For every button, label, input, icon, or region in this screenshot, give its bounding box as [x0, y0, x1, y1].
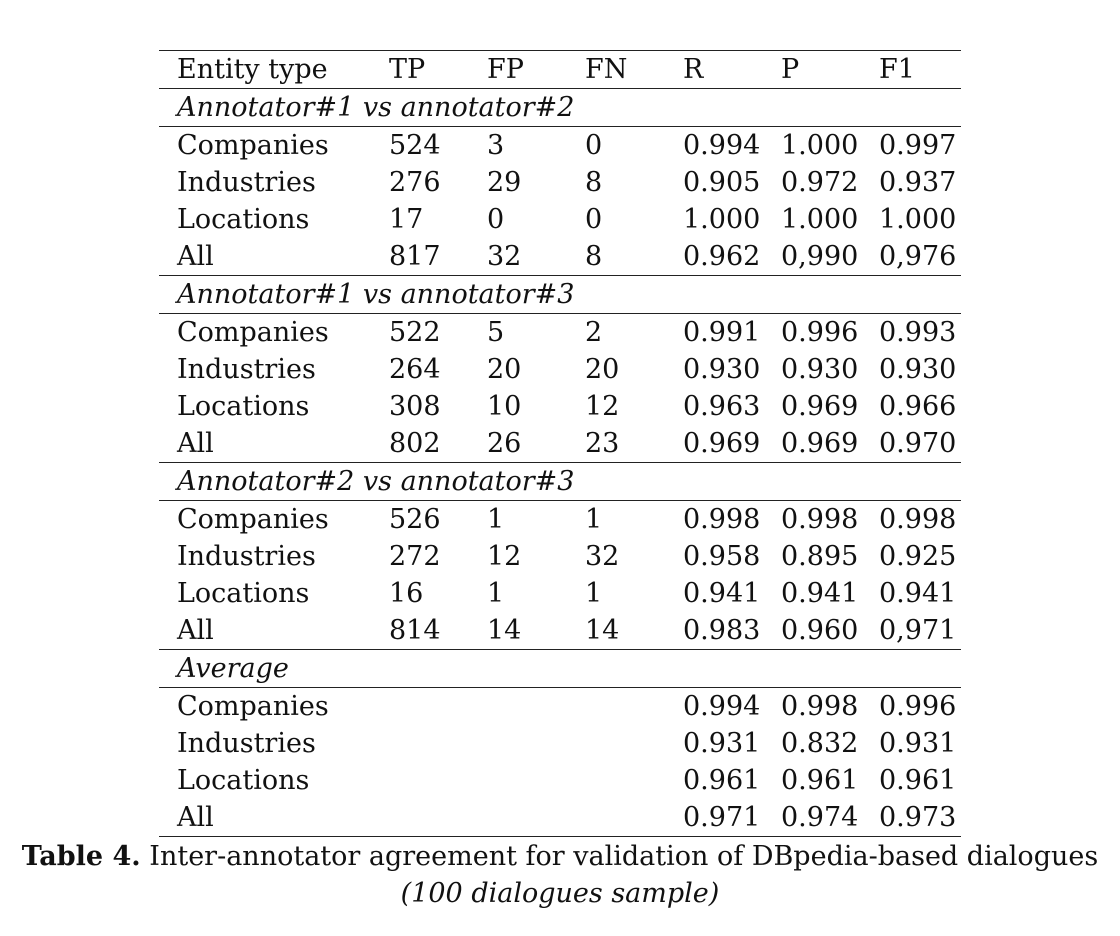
cell-fn: 32 — [585, 541, 620, 572]
cell-f1: 0.931 — [879, 728, 957, 759]
header-precision: P — [781, 54, 800, 85]
cell-fn — [567, 799, 665, 837]
header-tp: TP — [389, 54, 426, 85]
group-title: Annotator#2 vs annotator#3 — [159, 463, 961, 501]
cell-tp: 802 — [389, 428, 441, 459]
results-table-container — [159, 50, 961, 837]
header-row — [159, 51, 961, 89]
cell-precision: 0.961 — [781, 765, 859, 796]
cell-fn: 0 — [585, 204, 603, 235]
header-f1: F1 — [879, 54, 915, 85]
cell-fp: 0 — [487, 204, 505, 235]
cell-tp: 814 — [389, 615, 441, 646]
table-row — [159, 351, 961, 388]
table-row — [159, 127, 961, 165]
cell-precision: 0.974 — [763, 799, 861, 837]
cell-fp: 14 — [487, 615, 522, 646]
inter-annotator-agreement-table — [159, 50, 961, 837]
group-title: Average — [159, 650, 961, 688]
cell-precision: 0.969 — [781, 391, 859, 422]
cell-precision: 0.960 — [781, 615, 859, 646]
cell-f1: 0.966 — [879, 391, 957, 422]
cell-entity-type: Industries — [177, 728, 316, 759]
group-header-row — [159, 89, 961, 127]
cell-entity-type: Companies — [177, 504, 329, 535]
cell-fp: 20 — [487, 354, 522, 385]
cell-precision: 0.998 — [781, 504, 859, 535]
table-row — [159, 425, 961, 463]
cell-tp: 308 — [389, 391, 441, 422]
cell-recall: 1.000 — [683, 204, 761, 235]
cell-f1: 0.996 — [879, 691, 957, 722]
cell-entity-type: Industries — [177, 167, 316, 198]
cell-recall: 0.994 — [683, 130, 761, 161]
cell-tp: 16 — [389, 578, 424, 609]
table-row — [159, 201, 961, 238]
table-row — [159, 762, 961, 799]
cell-entity-type: All — [177, 615, 214, 646]
cell-entity-type: Industries — [177, 541, 316, 572]
cell-tp — [371, 799, 469, 837]
header-recall: R — [683, 54, 704, 85]
cell-precision: 0,990 — [781, 241, 859, 272]
cell-f1: 0.993 — [879, 317, 957, 348]
cell-fp — [469, 725, 567, 762]
group-title: Annotator#1 vs annotator#3 — [159, 276, 961, 314]
cell-f1: 0.941 — [879, 578, 957, 609]
cell-fp: 10 — [487, 391, 522, 422]
cell-fp — [469, 799, 567, 837]
cell-fp: 3 — [487, 130, 505, 161]
group-header-row — [159, 463, 961, 501]
cell-fn: 12 — [585, 391, 620, 422]
cell-f1: 0,971 — [879, 615, 957, 646]
table-row — [159, 314, 961, 352]
cell-entity-type: Locations — [177, 391, 310, 422]
cell-fp: 12 — [487, 541, 522, 572]
cell-fn: 0 — [585, 130, 603, 161]
cell-recall: 0.905 — [683, 167, 761, 198]
cell-fp: 5 — [487, 317, 505, 348]
cell-precision: 0.998 — [781, 691, 859, 722]
cell-entity-type: Companies — [177, 130, 329, 161]
caption-text: Inter-annotator agreement for validation of DBpedia-based dialogues — [149, 841, 1099, 872]
cell-tp: 276 — [389, 167, 441, 198]
table-row — [159, 799, 961, 837]
cell-recall: 0.991 — [683, 317, 761, 348]
cell-recall: 0.941 — [683, 578, 761, 609]
cell-recall: 0.971 — [665, 799, 763, 837]
cell-f1: 0.930 — [879, 354, 957, 385]
cell-tp — [371, 725, 469, 762]
cell-tp: 526 — [389, 504, 441, 535]
cell-tp — [371, 688, 469, 726]
caption-label: Table 4. — [21, 841, 141, 872]
caption-subtext: (100 dialogues sample) — [400, 878, 720, 909]
header-fn: FN — [585, 54, 628, 85]
cell-f1: 0.973 — [861, 799, 961, 837]
header-fp: FP — [487, 54, 524, 85]
cell-fn: 8 — [585, 167, 603, 198]
cell-fn — [567, 688, 665, 726]
caption-line — [0, 838, 1120, 875]
cell-tp: 522 — [389, 317, 441, 348]
cell-fn: 14 — [585, 615, 620, 646]
cell-tp: 817 — [389, 241, 441, 272]
cell-precision: 0.941 — [781, 578, 859, 609]
cell-recall: 0.962 — [683, 241, 761, 272]
cell-tp: 524 — [389, 130, 441, 161]
cell-f1: 0.998 — [879, 504, 957, 535]
cell-fp — [469, 762, 567, 799]
cell-tp: 17 — [389, 204, 424, 235]
table-row — [159, 388, 961, 425]
cell-fn: 20 — [585, 354, 620, 385]
cell-f1: 0.925 — [879, 541, 957, 572]
cell-fn: 8 — [585, 241, 603, 272]
cell-precision: 0.832 — [781, 728, 859, 759]
table-caption — [0, 838, 1120, 912]
cell-fn — [567, 725, 665, 762]
cell-tp: 264 — [389, 354, 441, 385]
cell-fn: 2 — [585, 317, 603, 348]
cell-tp: 272 — [389, 541, 441, 572]
table-row — [159, 575, 961, 612]
cell-f1: 0.937 — [879, 167, 957, 198]
cell-fn: 23 — [585, 428, 620, 459]
cell-fp: 29 — [487, 167, 522, 198]
cell-precision: 0.930 — [781, 354, 859, 385]
cell-recall: 0.930 — [683, 354, 761, 385]
group-header-row — [159, 276, 961, 314]
cell-entity-type: Industries — [177, 354, 316, 385]
cell-f1: 0,976 — [879, 241, 957, 272]
table-row — [159, 164, 961, 201]
cell-recall: 0.958 — [683, 541, 761, 572]
table-row — [159, 501, 961, 539]
cell-entity-type: All — [177, 428, 214, 459]
cell-f1: 0.970 — [879, 428, 957, 459]
cell-recall: 0.931 — [683, 728, 761, 759]
cell-fp: 1 — [487, 578, 505, 609]
table-row — [159, 538, 961, 575]
table-header — [159, 51, 961, 89]
cell-precision: 0.895 — [781, 541, 859, 572]
cell-entity-type: Locations — [177, 765, 310, 796]
cell-precision: 0.969 — [781, 428, 859, 459]
cell-recall: 0.983 — [683, 615, 761, 646]
cell-f1: 0.997 — [879, 130, 957, 161]
cell-entity-type: Locations — [177, 578, 310, 609]
table-row — [159, 725, 961, 762]
cell-f1: 0.961 — [879, 765, 957, 796]
cell-entity-type: Companies — [177, 317, 329, 348]
cell-fn: 1 — [585, 578, 603, 609]
cell-entity-type: Locations — [177, 204, 310, 235]
cell-f1: 1.000 — [879, 204, 957, 235]
group-header-row — [159, 650, 961, 688]
table-row — [159, 612, 961, 650]
table-row — [159, 688, 961, 726]
group-title: Annotator#1 vs annotator#2 — [159, 89, 961, 127]
cell-recall: 0.961 — [683, 765, 761, 796]
cell-precision: 0.972 — [781, 167, 859, 198]
header-entity-type: Entity type — [177, 54, 328, 85]
cell-fp — [469, 688, 567, 726]
cell-entity-type: Companies — [177, 691, 329, 722]
cell-precision: 1.000 — [781, 204, 859, 235]
table-row — [159, 238, 961, 276]
cell-fp: 32 — [487, 241, 522, 272]
cell-precision: 0.996 — [781, 317, 859, 348]
cell-precision: 1.000 — [781, 130, 859, 161]
table-body — [159, 89, 961, 837]
cell-entity-type: All — [177, 241, 214, 272]
cell-fp: 1 — [487, 504, 505, 535]
cell-fn: 1 — [585, 504, 603, 535]
cell-tp — [371, 762, 469, 799]
cell-fp: 26 — [487, 428, 522, 459]
cell-recall: 0.998 — [683, 504, 761, 535]
cell-fn — [567, 762, 665, 799]
cell-recall: 0.969 — [683, 428, 761, 459]
cell-recall: 0.994 — [683, 691, 761, 722]
cell-entity-type: All — [159, 799, 371, 837]
cell-recall: 0.963 — [683, 391, 761, 422]
